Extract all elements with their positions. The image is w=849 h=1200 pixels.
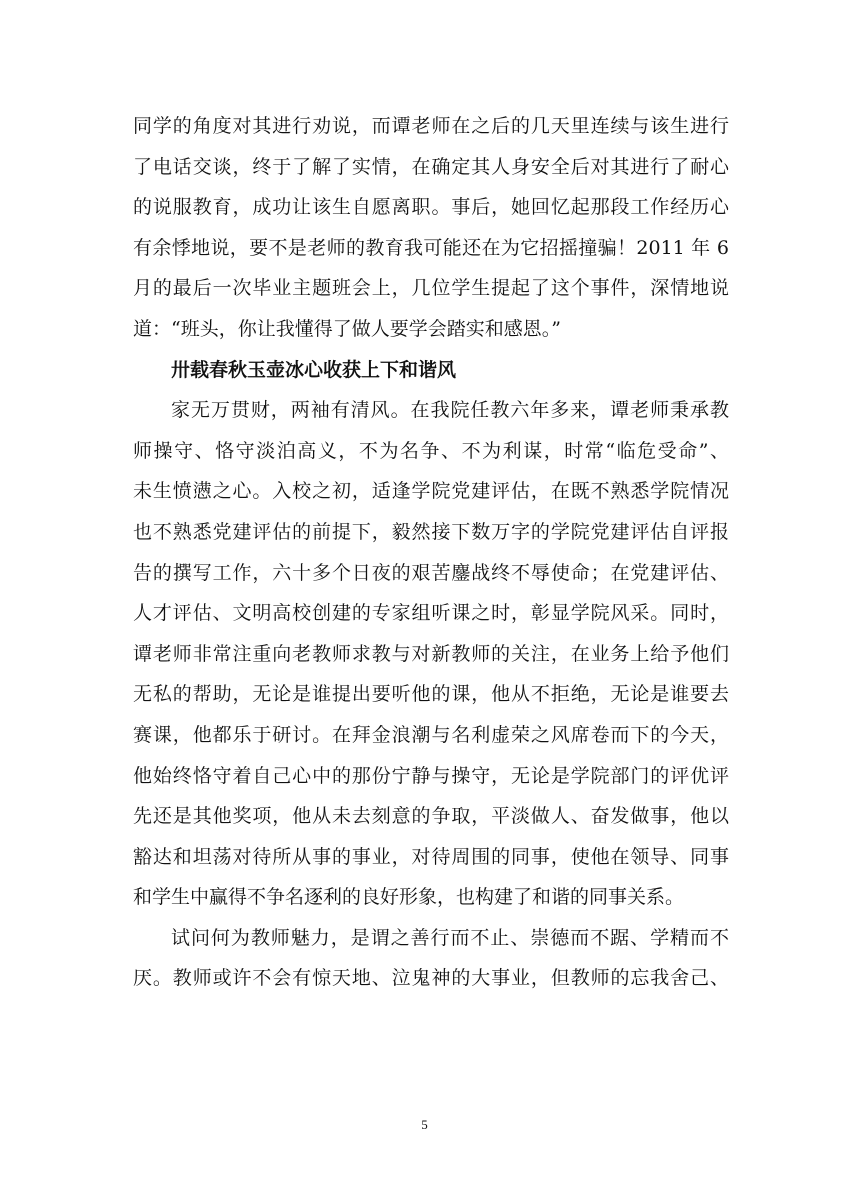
text-line: 和学生中赢得不争名逐利的良好形象，也构建了和谐的同事关系。 <box>133 886 685 909</box>
text-line: 赛课，他都乐于研讨。在拜金浪潮与名利虚荣之风席卷而下的今天， <box>133 723 729 746</box>
text-line: 未生愤懑之心。入校之初，适逢学院党建评估，在既不熟悉学院情况 <box>133 480 729 503</box>
text-line: 谭老师非常注重向老教师求教与对新教师的关注，在业务上给予他们 <box>133 642 729 665</box>
text-line: 同学的角度对其进行劝说，而谭老师在之后的几天里连续与该生进行 <box>133 115 729 137</box>
text-line: 豁达和坦荡对待所从事的事业，对待周围的同事，使他在领导、同事 <box>133 845 729 868</box>
section-heading: 卅载春秋玉壶冰心收获上下和谐风 <box>171 358 457 381</box>
body-text <box>133 106 729 999</box>
text-line: 家无万贯财，两袖有清风。在我院任教六年多来，谭老师秉承教 <box>171 399 729 422</box>
text-line: 的说服教育，成功让该生自愿离职。事后，她回忆起那段工作经历心 <box>133 196 729 219</box>
text-line: 先还是其他奖项，他从未去刻意的争取，平淡做人、奋发做事，他以 <box>133 805 729 828</box>
page-number: 5 <box>421 1117 428 1132</box>
text-line: 了电话交谈，终于了解了实情，在确定其人身安全后对其进行了耐心 <box>133 155 729 178</box>
text-line: 厌。教师或许不会有惊天地、泣鬼神的大事业，但教师的忘我舍己、 <box>133 967 729 990</box>
text-line: 月的最后一次毕业主题班会上，几位学生提起了这个事件，深情地说 <box>133 277 729 300</box>
text-line: 无私的帮助，无论是谁提出要听他的课，他从不拒绝，无论是谁要去 <box>133 683 729 706</box>
text-line: 也不熟悉党建评估的前提下，毅然接下数万字的学院党建评估自评报 <box>133 520 729 543</box>
text-line: 师操守、恪守淡泊高义，不为名争、不为利谋，时常“临危受命”、 <box>133 439 729 462</box>
paragraph-1 <box>133 106 729 350</box>
text-line: 道：“班头，你让我懂得了做人要学会踏实和感恩。” <box>133 317 561 340</box>
text-line: 他始终恪守着自己心中的那份宁静与操守，无论是学院部门的评优评 <box>133 764 729 787</box>
paragraph-2 <box>133 390 729 918</box>
text-line: 告的撰写工作，六十多个日夜的艰苦鏖战终不辱使命；在党建评估、 <box>133 561 729 584</box>
text-line: 有余悸地说，要不是老师的教育我可能还在为它招摇撞骗！2011 年 6 <box>133 236 729 259</box>
paragraph-3 <box>133 918 729 999</box>
text-line: 试问何为教师魅力，是谓之善行而不止、崇德而不踞、学精而不 <box>171 926 729 949</box>
text-line: 人才评估、文明高校创建的专家组听课之时，彰显学院风采。同时， <box>133 602 729 625</box>
